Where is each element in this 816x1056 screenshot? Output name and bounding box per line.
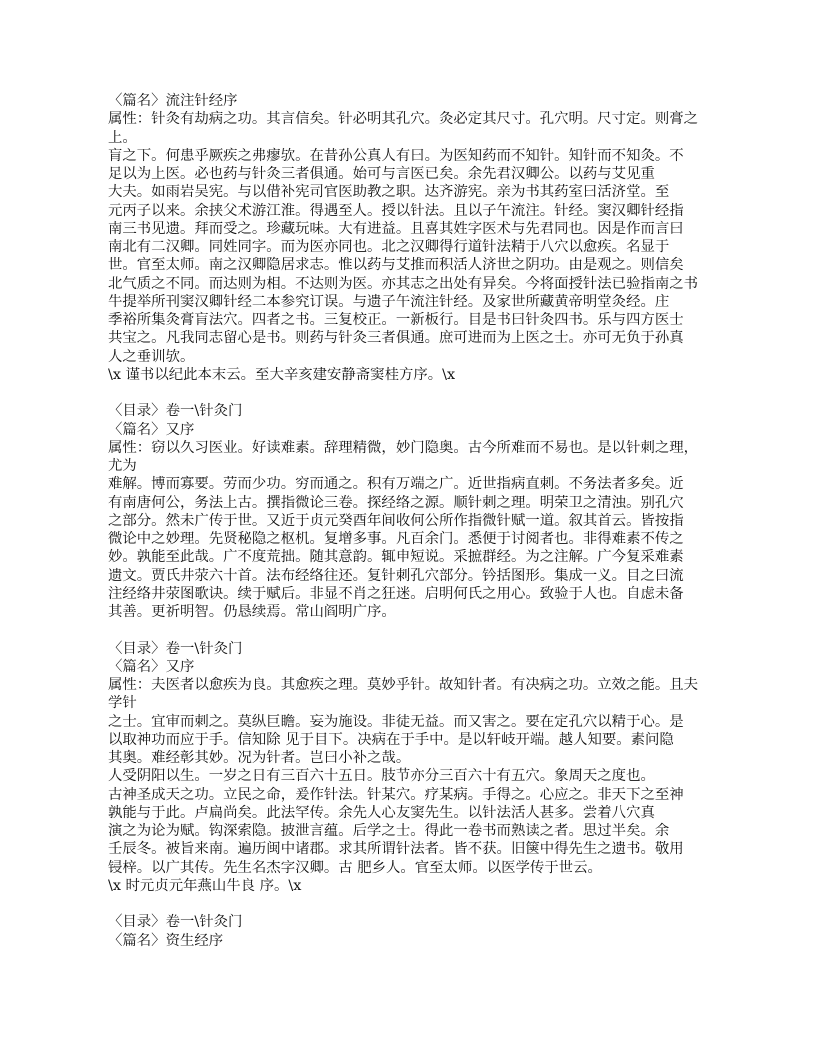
chapter-title: 〈篇名〉又序 [108, 421, 195, 438]
text-line: 尤为 [108, 458, 137, 474]
text-line: 足以为上医。必也药与针灸三者俱通。始可与言医已矣。余先君汉卿公。以药与艾见重 [108, 166, 655, 182]
text-line: 共宝之。凡我同志留心是书。则药与针灸三者俱通。庶可进而为上医之士。亦可无负于孙真 [108, 330, 684, 347]
text-line: 元丙子以来。余挟父术游江淮。得遇至人。授以针法。且以子午流注。针经。窦汉卿针经指 [108, 202, 684, 219]
text-line: 微论中之妙理。先贤秘隐之枢机。复增多事。凡百余门。悉便于讨阅者也。非得难素不传之 [108, 531, 684, 547]
text-line: 难解。博而寡要。劳而少功。穷而通之。积有万端之广。近世指病直刺。不务法者多矣。近 [108, 476, 684, 493]
blank-line [108, 621, 728, 639]
text-line: 之士。宜审而刺之。莫纵巨瞻。妄为施设。非徒无益。而又害之。要在定孔穴以精于心。是 [108, 713, 684, 730]
text-line: 上。 [108, 129, 137, 146]
text-line: 古神圣成天之功。立民之命，爰作针法。针某穴。疗某病。手得之。心应之。非天下之至神 [108, 786, 684, 803]
text-line: 以取神功而应于手。信知除 见于目下。决病在于手中。是以轩岐开端。越人知要。素问隐 [108, 731, 674, 748]
catalog-heading: 〈目录〉卷一\针灸门 [108, 914, 243, 931]
text-line: 世。官至太师。南之汉卿隐居求志。惟以药与艾推而积活人济世之阴功。由是观之。则信矣 [108, 257, 684, 274]
text-line: 肓之下。何患乎厥疾之弗瘳欤。在昔孙公真人有曰。为医知药而不知针。知针而不知灸。不 [108, 147, 684, 164]
text-line: 妙。孰能至此哉。广不度荒拙。随其意韵。辄申短说。采摭群经。为之注解。广今复采难素 [108, 549, 684, 566]
blank-line [108, 384, 728, 402]
text-line: 演之为论为赋。钩深索隐。披泄言蕴。后学之士。得此一卷书而熟读之者。思过半矣。余 [108, 823, 670, 839]
document-body [108, 92, 728, 950]
catalog-heading: 〈目录〉卷一\针灸门 [108, 403, 243, 420]
text-line: 注经络井荥图歌诀。续于赋后。非显不肖之狂迷。启明何氏之用心。致验于人也。自虑未备 [108, 585, 684, 602]
text-line: 其善。更祈明智。仍恳续焉。常山阎明广序。 [108, 604, 396, 620]
text-line: 其奥。难经彰其妙。况为针者。岂曰小补之哉。 [108, 750, 411, 766]
text-line: \x 谨书以纪此本末云。至大辛亥建安静斋窦桂方序。\x [108, 366, 456, 383]
blank-line [108, 895, 728, 913]
text-line: 之部分。然未广传于世。又近于贞元癸酉年间收何公所作指微针赋一道。叙其首云。皆按指 [108, 512, 684, 529]
text-line: 有南唐何公，务法上古。撰指微论三卷。探经络之源。顺针刺之理。明荣卫之清浊。别孔穴 [108, 494, 684, 511]
catalog-heading: 〈目录〉卷一\针灸门 [108, 640, 243, 657]
text-line: 属性：夫医者以愈疾为良。其愈疾之理。莫妙乎针。故知针者。有决病之功。立效之能。且夫 [108, 677, 699, 693]
text-line: 属性：窃以久习医业。好读难素。辞理精微，妙门隐奥。古今所难而不易也。是以针刺之理， [108, 439, 699, 456]
text-line: 季裕所集灸膏肓法穴。四者之书。三复校正。一新板行。目是书曰针灸四书。乐与四方医士 [108, 312, 684, 328]
text-line: 北气质之不同。而达则为相。不达则为医。亦其志之出处有异矣。今将面授针法已验指南之书 [108, 275, 699, 292]
text-line: 锓梓。以广其传。先生名杰字汉卿。古 肥乡人。官至太师。以医学传于世云。 [108, 859, 602, 876]
text-line: 人之垂训欤。 [108, 348, 195, 365]
text-line: 学针 [108, 695, 137, 712]
text-line: 壬辰冬。被旨来南。遍历闽中诸郡。求其所谓针法者。皆不获。旧箧中得先生之遗书。敬用 [108, 841, 684, 858]
text-line: 遗文。贾氏井荥六十首。法布经络往还。复针刺孔穴部分。钤括图形。集成一义。目之曰流 [108, 567, 684, 584]
chapter-title: 〈篇名〉流注针经序 [108, 93, 238, 109]
text-line: 属性：针灸有劫病之功。其言信矣。针必明其孔穴。灸必定其尺寸。孔穴明。尺寸定。则膏之 [108, 111, 699, 128]
text-line: 南三书见遗。拜而受之。珍藏玩味。大有进益。且喜其姓字医术与先君同也。因是作而言曰 [108, 220, 684, 237]
text-line: \x 时元贞元年燕山牛良 序。\x [108, 877, 302, 894]
chapter-title: 〈篇名〉资生经序 [108, 932, 224, 949]
chapter-title: 〈篇名〉又序 [108, 658, 195, 675]
text-line: 孰能与于此。卢扁尚矣。此法罕传。余先人心友窦先生。以针法活人甚多。尝着八穴真 [108, 804, 655, 821]
text-line: 牛提举所刊窦汉卿针经二本参究订误。与遗子午流注针经。及家世所藏黄帝明堂灸经。庄 [108, 293, 670, 310]
text-line: 大夫。如雨岩吴宪。与以借补宪司官医助教之职。达齐游宪。亲为书其药室曰活济堂。至 [108, 184, 670, 201]
text-line: 南北有二汉卿。同姓同字。而为医亦同也。北之汉卿得行道针法精于八穴以愈疾。名显于 [108, 239, 670, 255]
text-line: 人受阴阳以生。一岁之日有三百六十五日。肢节亦分三百六十有五穴。象周天之度也。 [108, 768, 655, 785]
